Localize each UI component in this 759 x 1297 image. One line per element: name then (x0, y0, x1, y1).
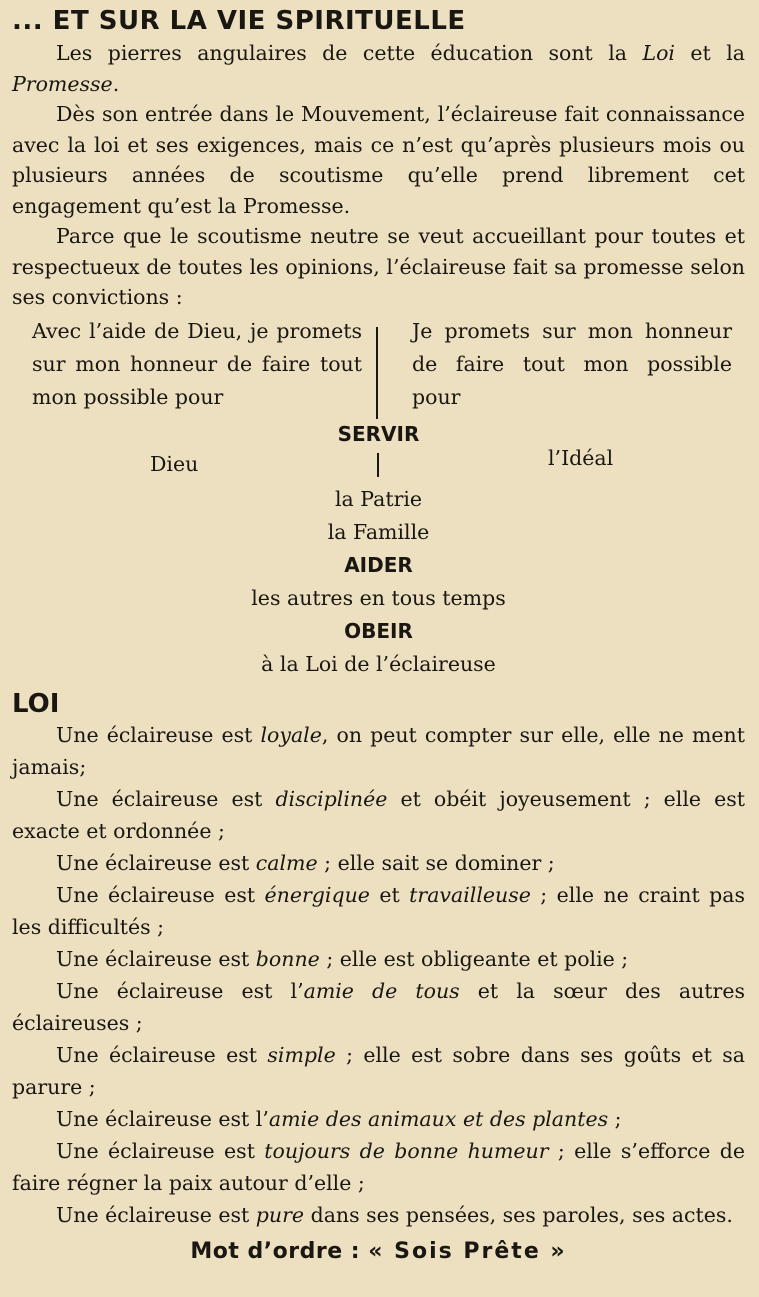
law-article: Une éclaireuse est l’amie de tous et la sœur des autres éclaireuses ; (12, 978, 745, 1035)
law-list (12, 719, 745, 1231)
law-article: Une éclaireuse est disciplinée et obéit joyeusement ; elle est exacte et ordonnée ; (12, 786, 745, 843)
promise-religious: Avec l’aide de Dieu, je promets sur mon honneur de faire tout mon possible pour (32, 318, 362, 409)
servir-patrie: la Patrie (334, 486, 423, 511)
promise-neutral: Je promets sur mon honneur de faire tout mon possible pour (412, 318, 732, 409)
law-article: Une éclaireuse est bonne ; elle est obligeante et polie ; (56, 946, 629, 971)
motto-value: « Sois Prête » (368, 1238, 567, 1264)
promise-commitments (12, 419, 745, 681)
law-article: Une éclaireuse est calme ; elle sait se dominer ; (56, 850, 555, 875)
law-article: Une éclaireuse est toujours de bonne humeur ; elle s’efforce de faire régner la paix autour d’elle ; (12, 1138, 745, 1195)
section-title: ... ET SUR LA VIE SPIRITUELLE (12, 6, 466, 36)
promise-columns (12, 315, 745, 419)
intro-paragraph-3: Parce que le scoutisme neutre se veut accueillant pour toutes et respectueux de toutes les opinions, l’éclaireuse fait sa promesse selon ses convictions : (12, 224, 745, 309)
servir-ideal: l’Idéal (548, 445, 614, 470)
aider-text: les autres en tous temps (251, 585, 506, 610)
motto (12, 1239, 745, 1264)
law-article: Une éclaireuse est énergique et travailleuse ; elle ne craint pas les difficultés ; (12, 882, 745, 939)
law-article: Une éclaireuse est l’amie des animaux et des plantes ; (56, 1106, 622, 1131)
law-article: Une éclaireuse est simple ; elle est sobre dans ses goûts et sa parure ; (12, 1042, 745, 1099)
motto-label: Mot d’ordre : (190, 1238, 361, 1264)
intro-paragraph-2: Dès son entrée dans le Mouvement, l’éclaireuse fait connaissance avec la loi et ses exigences, mais ce n’est qu’après plusieurs mois ou plusieurs années de scoutisme qu’elle prend librement cet engagement qu’est la Promesse. (12, 102, 745, 218)
loi-title: LOI (12, 688, 60, 719)
servir-divider (377, 453, 379, 477)
obeir-text: à la Loi de l’éclaireuse (261, 651, 496, 676)
intro-paragraph-1: Les pierres angulaires de cette éducation sont la Loi et la Promesse. (12, 41, 745, 96)
servir-row (12, 419, 745, 483)
obeir-heading: OBEIR (344, 618, 413, 643)
servir-famille: la Famille (327, 519, 430, 544)
aider-heading: AIDER (344, 552, 413, 577)
servir-heading: SERVIR (337, 421, 420, 446)
law-article: Une éclaireuse est pure dans ses pensées, ses paroles, ses actes. (56, 1202, 733, 1227)
servir-dieu: Dieu (150, 451, 199, 476)
law-article: Une éclaireuse est loyale, on peut compter sur elle, elle ne ment jamais; (12, 722, 745, 779)
